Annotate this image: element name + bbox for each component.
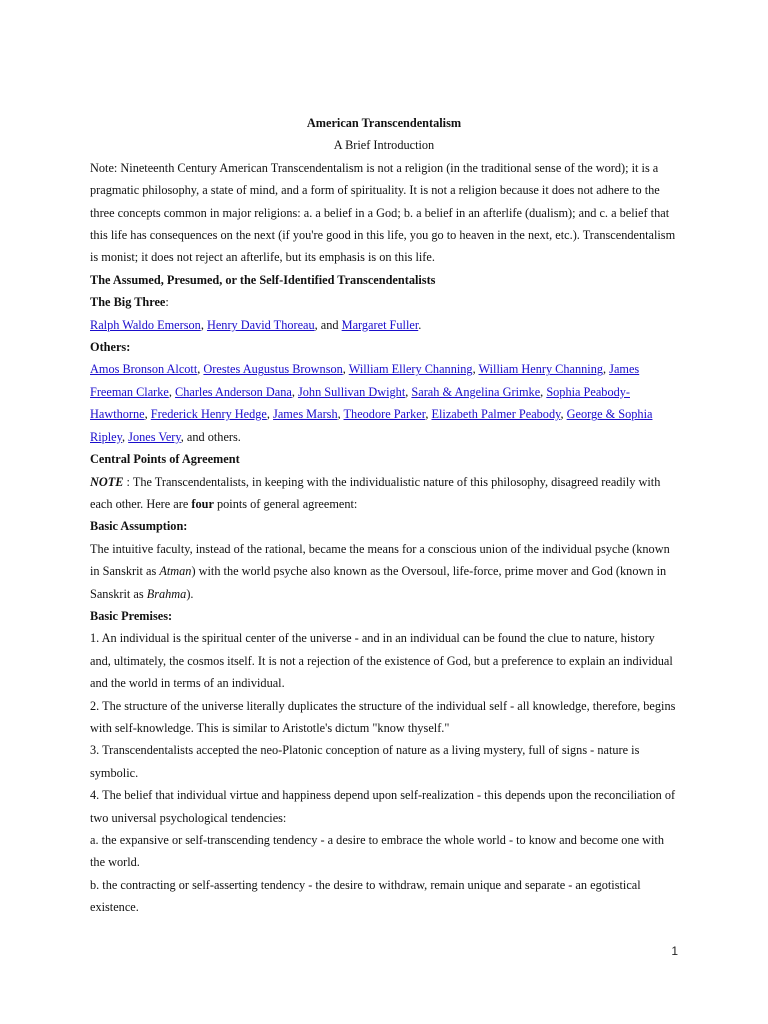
author-link[interactable]: George & Sophia Ripley [90,407,653,444]
others-label: Others: [90,340,131,355]
author-link[interactable]: Amos Bronson Alcott [90,362,198,377]
author-link[interactable]: Margaret Fuller [341,317,419,332]
author-link[interactable]: Frederick Henry Hedge [150,407,267,422]
author-link[interactable]: Henry David Thoreau [206,317,315,332]
author-link[interactable]: Jones Very [128,429,181,444]
premise-item: 4. The belief that individual virtue and happiness depend upon self-realization - this depends upon the reconciliation of two universal psychological tendencies: [90,788,676,825]
author-link[interactable]: James Marsh [273,407,338,422]
list-separator: , [540,384,547,399]
intro-note-paragraph: Note: Nineteenth Century American Transcendentalism is not a religion (in the traditional sense of the word); it is a pragmatic philosophy, a state of mind, and a form of spirituality. It is not a religion because it does not adhere to the three concepts common in major religions: a. a belief in a God; b. a belief in an afterlife (dualism); and c. a belief that this life has consequences on the next (if you're good in this life, you go to heaven in the next, etc.). Transcendentalism is monist; it does not reject an afterlife, but its emphasis is on this life. [90,160,676,265]
premise-item: 1. An individual is the spiritual center of the universe - and in an individual can be found the clue to nature, history and, ultimately, the cosmos itself. It is not a rejection of the existence of God, but a preference to explain an individual and the world in terms of an individual. [90,631,673,691]
big-three-list [90,314,678,336]
premise-item: 3. Transcendentalists accepted the neo-Platonic conception of nature as a living mystery, full of signs - nature is symbolic. [90,743,640,780]
premise-subitem: a. the expansive or self-transcending tendency - a desire to embrace the whole world - to know and become one with the world. [90,833,664,870]
basic-assumption-heading: Basic Assumption: [90,519,188,534]
list-separator: , [197,362,204,377]
transcendentalists-heading: The Assumed, Presumed, or the Self-Identified Transcendentalists [90,272,436,287]
premise-item: 2. The structure of the universe literally duplicates the structure of the individual self - all knowledge, therefore, begins with self-knowledge. This is similar to Aristotle's dictum "know thyself." [90,698,676,735]
list-separator: , [291,384,298,399]
list-separator: , [122,429,129,444]
author-link[interactable]: John Sullivan Dwight [297,384,406,399]
list-end: . [418,317,422,332]
central-points-heading: Central Points of Agreement [90,452,240,467]
sanskrit-term: Brahma [146,586,187,601]
author-link[interactable]: William Ellery Channing [348,362,473,377]
big-three-colon: : [165,295,169,310]
list-separator: , [337,407,344,422]
list-separator: , [144,407,151,422]
list-separator: , [168,384,176,399]
others-list [90,358,678,448]
sanskrit-term: Atman [159,564,192,579]
basic-premises-heading: Basic Premises: [90,608,173,623]
list-separator: , and [314,317,342,332]
document-subtitle: A Brief Introduction [333,138,435,153]
document-body [90,112,678,919]
author-link[interactable]: Charles Anderson Dana [175,384,292,399]
author-link[interactable]: Sophia Peabody-Hawthorne [90,384,630,422]
note-text: points of general agreement: [213,496,358,511]
author-link[interactable]: James Freeman Clarke [90,362,640,399]
document-title: American Transcendentalism [306,116,462,130]
list-separator: , [405,384,412,399]
basic-assumption-paragraph [90,538,678,605]
big-three-label: The Big Three [90,295,166,310]
list-separator: , [603,362,610,377]
list-separator: , [266,407,274,422]
note-text: : The Transcendentalists, in keeping with the individualistic nature of this philosophy, disagreed readily with each other. Here are [90,474,661,511]
author-link[interactable]: Elizabeth Palmer Peabody [431,407,561,422]
note-paragraph [90,471,678,516]
premise-subitem: b. the contracting or self-asserting tendency - the desire to withdraw, remain unique and separate - an egotistical existence. [90,877,641,915]
list-separator: , [200,317,207,332]
big-three-label-line [90,291,678,313]
list-separator: , [342,362,349,377]
author-link[interactable]: Orestes Augustus Brownson [203,362,343,377]
note-label: NOTE [90,474,124,489]
list-separator: , [560,407,567,422]
assumption-text: ) with the world psyche also known as the Oversoul, life-force, prime mover and God (known in Sanskrit as [90,564,667,601]
list-end: , and others. [180,429,241,444]
author-link[interactable]: Ralph Waldo Emerson [90,317,201,332]
author-link[interactable]: William Henry Channing [478,362,603,377]
assumption-text: The intuitive faculty, instead of the rational, became the means for a conscious union of the individual psyche (known in Sanskrit as [90,541,670,579]
list-separator: , [425,407,432,422]
note-emphasis: four [191,496,214,511]
author-link[interactable]: Sarah & Angelina Grimke [411,384,541,399]
author-link[interactable]: Theodore Parker [343,407,426,422]
assumption-text: ). [186,586,194,601]
list-separator: , [472,362,479,377]
page-number: 1 [671,944,678,958]
